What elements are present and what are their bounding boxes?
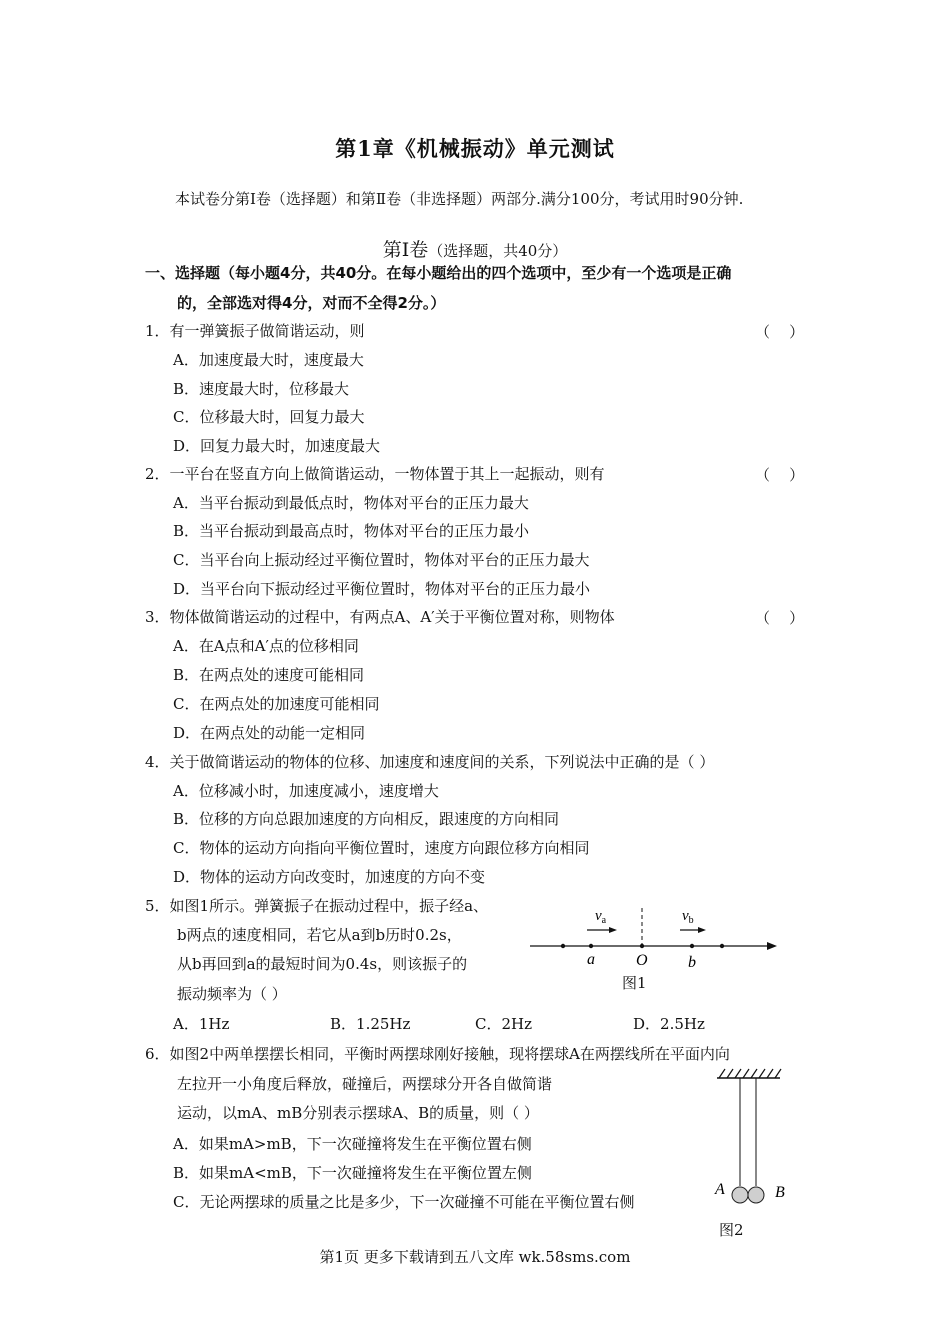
option: A．在A点和A′点的位移相同 — [173, 637, 359, 655]
option: D．物体的运动方向改变时，加速度的方向不变 — [173, 868, 486, 886]
option: A．位移减小时，加速度减小，速度增大 — [173, 782, 439, 800]
ball-b — [748, 1187, 764, 1203]
option: A．加速度最大时，速度最大 — [173, 351, 364, 369]
page-footer: 第1页 更多下载请到五八文库 wk.58sms.com — [319, 1248, 631, 1266]
answer-bracket: （ ） — [755, 466, 805, 484]
ceiling-hatch — [719, 1069, 781, 1078]
option: B．速度最大时，位移最大 — [173, 380, 350, 398]
label-vb: $v_b$ — [682, 908, 694, 926]
velocity-b-arrowhead-icon — [698, 927, 706, 933]
answer-bracket: （ ） — [755, 323, 805, 341]
answer-bracket: （ ） — [755, 609, 805, 627]
label-b: b — [688, 954, 696, 971]
instructions-line-2: 的，全部选对得4分，对而不全得2分。） — [177, 294, 446, 312]
label-o: O — [636, 952, 648, 969]
label-va: $v_a$ — [595, 908, 607, 926]
question-2-stem: 2．一平台在竖直方向上做简谐运动，一物体置于其上一起振动，则有 — [145, 465, 605, 483]
intro-text: 本试卷分第Ⅰ卷（选择题）和第Ⅱ卷（非选择题）两部分.满分100分，考试用时90分钟. — [175, 190, 744, 208]
question-3-stem: 3．物体做简谐运动的过程中，有两点A、A′关于平衡位置对称，则物体 — [145, 608, 615, 626]
option: C．物体的运动方向指向平衡位置时，速度方向跟位移方向相同 — [173, 839, 590, 857]
question-5-stem: 从b再回到a的最短时间为0.4s，则该振子的 — [177, 955, 468, 973]
point-b — [690, 944, 694, 948]
question-6-stem: 左拉开一小角度后释放，碰撞后，两摆球分开各自做简谐 — [177, 1075, 553, 1093]
option: C．无论两摆球的质量之比是多少，下一次碰撞不可能在平衡位置右侧 — [173, 1193, 635, 1211]
option: B．1.25Hz — [330, 1015, 411, 1033]
option: C．位移最大时，回复力最大 — [173, 408, 365, 426]
option: C．在两点处的加速度可能相同 — [173, 695, 380, 713]
option: A．当平台振动到最低点时，物体对平台的正压力最大 — [173, 494, 529, 512]
option: D．当平台向下振动经过平衡位置时，物体对平台的正压力最小 — [173, 580, 591, 598]
option: C．当平台向上振动经过平衡位置时，物体对平台的正压力最大 — [173, 551, 590, 569]
instructions-line-1: 一、选择题（每小题4分，共40分。在每小题给出的四个选项中，至少有一个选项是正确 — [145, 264, 732, 282]
question-5-stem: 5．如图1所示。弹簧振子在振动过程中，振子经a、 — [145, 897, 489, 915]
point-a — [589, 944, 593, 948]
option: B．位移的方向总跟加速度的方向相反，跟速度的方向相同 — [173, 810, 560, 828]
section-title: 第Ⅰ卷 — [382, 239, 429, 261]
figure-2-caption: 图2 — [719, 1221, 744, 1239]
figure-1-caption: 图1 — [622, 974, 647, 992]
point-left-end — [561, 944, 565, 948]
option: D．2.5Hz — [633, 1015, 705, 1033]
section-heading — [0, 235, 950, 262]
point-o — [640, 944, 644, 948]
velocity-a-arrowhead-icon — [609, 927, 617, 933]
page-title: 第1章《机械振动》单元测试 — [335, 136, 615, 161]
question-5-stem: b两点的速度相同，若它从a到b历时0.2s， — [177, 926, 462, 944]
label-a: a — [587, 951, 595, 968]
label-ball-a: A — [715, 1181, 725, 1198]
option: B．如果mA<mB，下一次碰撞将发生在平衡位置左侧 — [173, 1164, 532, 1182]
question-4-stem: 4．关于做简谐运动的物体的位移、加速度和速度间的关系，下列说法中正确的是（ ） — [145, 753, 715, 771]
figure-1-diagram — [525, 900, 785, 980]
question-1-stem: 1．有一弹簧振子做简谐运动，则 — [145, 322, 365, 340]
figure-2-diagram — [705, 1066, 805, 1211]
option: A．如果mA>mB，下一次碰撞将发生在平衡位置右侧 — [173, 1135, 532, 1153]
option: D．回复力最大时，加速度最大 — [173, 437, 381, 455]
section-subtitle: （选择题，共40分） — [428, 242, 568, 260]
point-right-end — [720, 944, 724, 948]
question-6-stem: 6．如图2中两单摆摆长相同，平衡时两摆球刚好接触，现将摆球A在两摆线所在平面内向 — [145, 1045, 730, 1063]
label-ball-b: B — [775, 1184, 785, 1201]
axis-arrow-icon — [767, 942, 777, 950]
ball-a — [732, 1187, 748, 1203]
option: D．在两点处的动能一定相同 — [173, 724, 366, 742]
option: C．2Hz — [475, 1015, 533, 1033]
question-5-stem: 振动频率为（ ） — [177, 985, 287, 1003]
option: A．1Hz — [173, 1015, 230, 1033]
question-6-stem: 运动，以mA、mB分别表示摆球A、B的质量，则（ ） — [177, 1104, 539, 1122]
option: B．当平台振动到最高点时，物体对平台的正压力最小 — [173, 522, 530, 540]
option: B．在两点处的速度可能相同 — [173, 666, 365, 684]
